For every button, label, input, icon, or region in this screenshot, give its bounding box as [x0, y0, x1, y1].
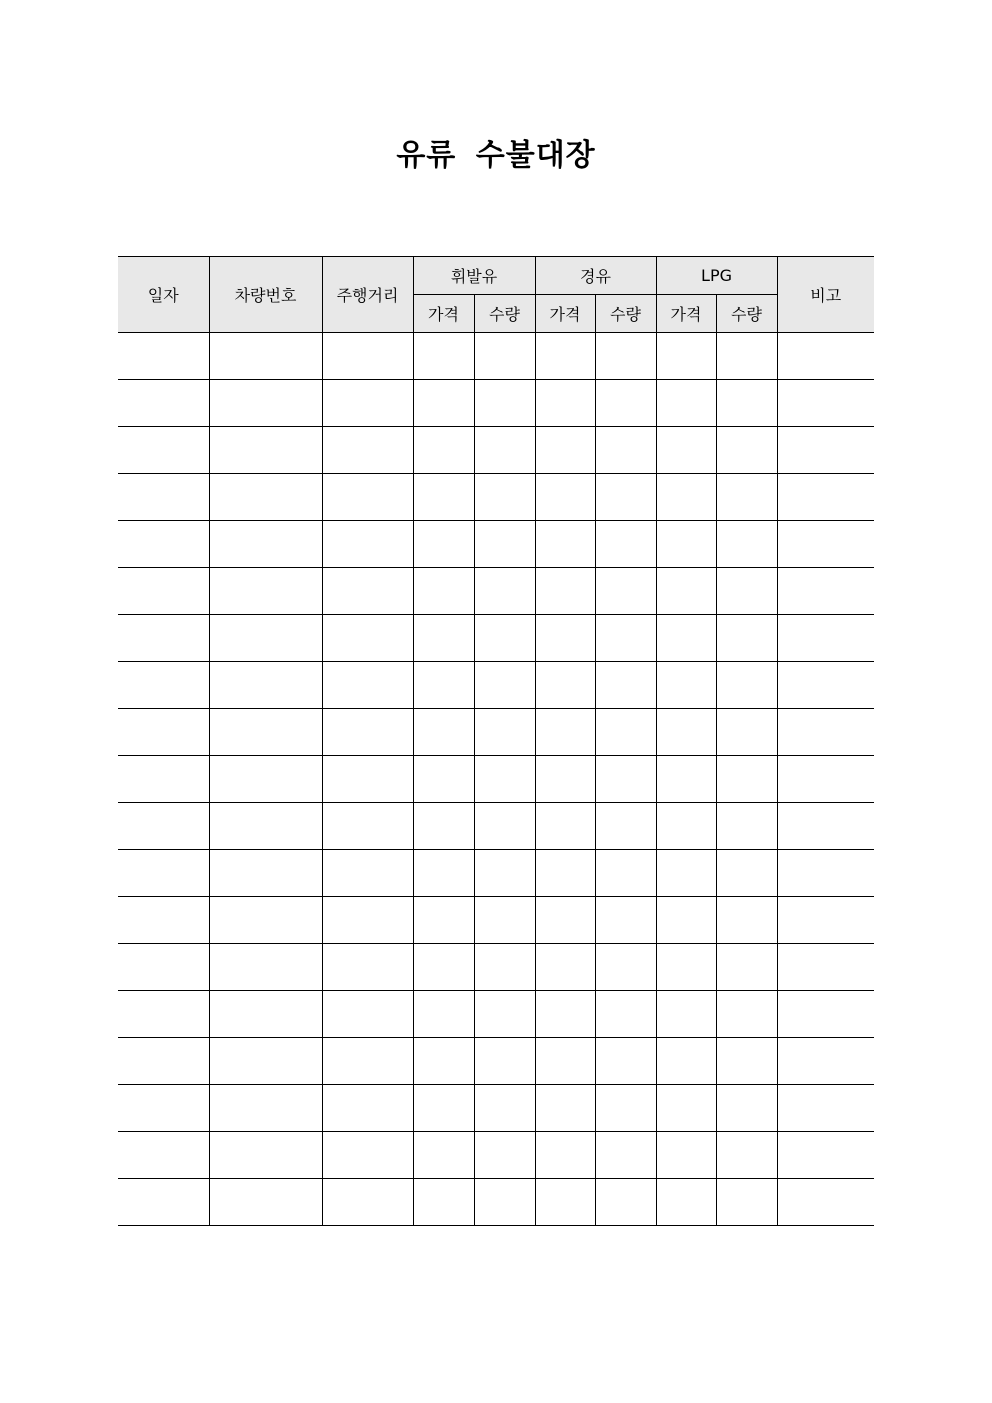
lpg-quantity-cell[interactable]	[716, 474, 777, 521]
diesel-price-cell[interactable]	[535, 850, 595, 897]
remarks-cell[interactable]	[777, 897, 874, 944]
date-cell[interactable]	[118, 662, 209, 709]
date-cell[interactable]	[118, 850, 209, 897]
diesel-quantity-cell[interactable]	[595, 1179, 656, 1226]
gasoline-quantity-cell[interactable]	[474, 803, 535, 850]
gasoline-price-cell[interactable]	[413, 333, 474, 380]
table-row	[118, 380, 874, 427]
header-date: 일자	[118, 257, 209, 333]
header-remarks: 비고	[777, 257, 874, 333]
lpg-price-cell[interactable]	[656, 662, 716, 709]
vehicle-number-cell[interactable]	[209, 380, 322, 427]
table-row	[118, 803, 874, 850]
mileage-cell[interactable]	[322, 991, 413, 1038]
gasoline-quantity-cell[interactable]	[474, 991, 535, 1038]
date-cell[interactable]	[118, 568, 209, 615]
diesel-quantity-cell[interactable]	[595, 615, 656, 662]
gasoline-quantity-cell[interactable]	[474, 474, 535, 521]
header-row-primary	[118, 257, 874, 295]
gasoline-price-cell[interactable]	[413, 991, 474, 1038]
table-row	[118, 1179, 874, 1226]
lpg-price-cell[interactable]	[656, 521, 716, 568]
header-lpg-quantity: 수량	[716, 295, 777, 333]
diesel-quantity-cell[interactable]	[595, 333, 656, 380]
date-cell[interactable]	[118, 897, 209, 944]
date-cell[interactable]	[118, 1179, 209, 1226]
table-row	[118, 1132, 874, 1179]
diesel-price-cell[interactable]	[535, 1132, 595, 1179]
diesel-quantity-cell[interactable]	[595, 474, 656, 521]
gasoline-quantity-cell[interactable]	[474, 427, 535, 474]
remarks-cell[interactable]	[777, 474, 874, 521]
mileage-cell[interactable]	[322, 427, 413, 474]
gasoline-price-cell[interactable]	[413, 1038, 474, 1085]
lpg-price-cell[interactable]	[656, 803, 716, 850]
gasoline-quantity-cell[interactable]	[474, 709, 535, 756]
diesel-price-cell[interactable]	[535, 521, 595, 568]
table-row	[118, 1038, 874, 1085]
gasoline-quantity-cell[interactable]	[474, 1132, 535, 1179]
vehicle-number-cell[interactable]	[209, 521, 322, 568]
vehicle-number-cell[interactable]	[209, 850, 322, 897]
lpg-price-cell[interactable]	[656, 897, 716, 944]
table-row	[118, 709, 874, 756]
mileage-cell[interactable]	[322, 709, 413, 756]
diesel-price-cell[interactable]	[535, 380, 595, 427]
mileage-cell[interactable]	[322, 380, 413, 427]
diesel-price-cell[interactable]	[535, 991, 595, 1038]
remarks-cell[interactable]	[777, 803, 874, 850]
table-row	[118, 427, 874, 474]
ledger-body	[118, 333, 874, 1226]
mileage-cell[interactable]	[322, 521, 413, 568]
lpg-quantity-cell[interactable]	[716, 427, 777, 474]
diesel-price-cell[interactable]	[535, 615, 595, 662]
gasoline-quantity-cell[interactable]	[474, 756, 535, 803]
gasoline-price-cell[interactable]	[413, 568, 474, 615]
lpg-quantity-cell[interactable]	[716, 1085, 777, 1132]
table-row	[118, 991, 874, 1038]
vehicle-number-cell[interactable]	[209, 709, 322, 756]
lpg-price-cell[interactable]	[656, 380, 716, 427]
diesel-price-cell[interactable]	[535, 756, 595, 803]
diesel-price-cell[interactable]	[535, 1038, 595, 1085]
mileage-cell[interactable]	[322, 662, 413, 709]
table-row	[118, 568, 874, 615]
date-cell[interactable]	[118, 333, 209, 380]
remarks-cell[interactable]	[777, 1038, 874, 1085]
gasoline-price-cell[interactable]	[413, 662, 474, 709]
date-cell[interactable]	[118, 474, 209, 521]
lpg-quantity-cell[interactable]	[716, 756, 777, 803]
lpg-price-cell[interactable]	[656, 991, 716, 1038]
gasoline-price-cell[interactable]	[413, 850, 474, 897]
remarks-cell[interactable]	[777, 568, 874, 615]
lpg-price-cell[interactable]	[656, 427, 716, 474]
mileage-cell[interactable]	[322, 333, 413, 380]
gasoline-quantity-cell[interactable]	[474, 850, 535, 897]
gasoline-quantity-cell[interactable]	[474, 662, 535, 709]
gasoline-price-cell[interactable]	[413, 756, 474, 803]
vehicle-number-cell[interactable]	[209, 474, 322, 521]
date-cell[interactable]	[118, 803, 209, 850]
gasoline-price-cell[interactable]	[413, 474, 474, 521]
diesel-quantity-cell[interactable]	[595, 944, 656, 991]
diesel-quantity-cell[interactable]	[595, 662, 656, 709]
diesel-quantity-cell[interactable]	[595, 568, 656, 615]
lpg-quantity-cell[interactable]	[716, 662, 777, 709]
lpg-price-cell[interactable]	[656, 1179, 716, 1226]
mileage-cell[interactable]	[322, 1085, 413, 1132]
gasoline-price-cell[interactable]	[413, 709, 474, 756]
diesel-price-cell[interactable]	[535, 333, 595, 380]
lpg-quantity-cell[interactable]	[716, 615, 777, 662]
mileage-cell[interactable]	[322, 1179, 413, 1226]
lpg-price-cell[interactable]	[656, 615, 716, 662]
mileage-cell[interactable]	[322, 803, 413, 850]
gasoline-price-cell[interactable]	[413, 1085, 474, 1132]
date-cell[interactable]	[118, 1132, 209, 1179]
diesel-quantity-cell[interactable]	[595, 709, 656, 756]
lpg-price-cell[interactable]	[656, 333, 716, 380]
diesel-quantity-cell[interactable]	[595, 1085, 656, 1132]
table-row	[118, 333, 874, 380]
vehicle-number-cell[interactable]	[209, 662, 322, 709]
header-lpg: LPG	[656, 257, 777, 295]
date-cell[interactable]	[118, 615, 209, 662]
lpg-quantity-cell[interactable]	[716, 944, 777, 991]
date-cell[interactable]	[118, 991, 209, 1038]
lpg-quantity-cell[interactable]	[716, 991, 777, 1038]
mileage-cell[interactable]	[322, 568, 413, 615]
vehicle-number-cell[interactable]	[209, 1179, 322, 1226]
gasoline-price-cell[interactable]	[413, 1179, 474, 1226]
table-row	[118, 944, 874, 991]
table-row	[118, 850, 874, 897]
header-gasoline-price: 가격	[413, 295, 474, 333]
gasoline-price-cell[interactable]	[413, 803, 474, 850]
diesel-price-cell[interactable]	[535, 944, 595, 991]
remarks-cell[interactable]	[777, 615, 874, 662]
gasoline-quantity-cell[interactable]	[474, 615, 535, 662]
table-row	[118, 756, 874, 803]
diesel-price-cell[interactable]	[535, 427, 595, 474]
date-cell[interactable]	[118, 756, 209, 803]
vehicle-number-cell[interactable]	[209, 756, 322, 803]
header-gasoline-quantity: 수량	[474, 295, 535, 333]
diesel-quantity-cell[interactable]	[595, 380, 656, 427]
gasoline-quantity-cell[interactable]	[474, 1038, 535, 1085]
lpg-price-cell[interactable]	[656, 1132, 716, 1179]
remarks-cell[interactable]	[777, 850, 874, 897]
lpg-quantity-cell[interactable]	[716, 380, 777, 427]
date-cell[interactable]	[118, 380, 209, 427]
mileage-cell[interactable]	[322, 1038, 413, 1085]
lpg-quantity-cell[interactable]	[716, 803, 777, 850]
vehicle-number-cell[interactable]	[209, 1085, 322, 1132]
remarks-cell[interactable]	[777, 1132, 874, 1179]
diesel-quantity-cell[interactable]	[595, 1132, 656, 1179]
lpg-quantity-cell[interactable]	[716, 709, 777, 756]
header-gasoline: 휘발유	[413, 257, 535, 295]
mileage-cell[interactable]	[322, 850, 413, 897]
diesel-quantity-cell[interactable]	[595, 1038, 656, 1085]
gasoline-quantity-cell[interactable]	[474, 568, 535, 615]
date-cell[interactable]	[118, 1038, 209, 1085]
lpg-quantity-cell[interactable]	[716, 568, 777, 615]
date-cell[interactable]	[118, 427, 209, 474]
vehicle-number-cell[interactable]	[209, 615, 322, 662]
mileage-cell[interactable]	[322, 756, 413, 803]
lpg-quantity-cell[interactable]	[716, 1179, 777, 1226]
gasoline-price-cell[interactable]	[413, 521, 474, 568]
lpg-quantity-cell[interactable]	[716, 1038, 777, 1085]
vehicle-number-cell[interactable]	[209, 427, 322, 474]
header-vehicle-number: 차량번호	[209, 257, 322, 333]
vehicle-number-cell[interactable]	[209, 333, 322, 380]
diesel-price-cell[interactable]	[535, 568, 595, 615]
date-cell[interactable]	[118, 709, 209, 756]
vehicle-number-cell[interactable]	[209, 991, 322, 1038]
table-row	[118, 615, 874, 662]
diesel-quantity-cell[interactable]	[595, 521, 656, 568]
header-mileage: 주행거리	[322, 257, 413, 333]
mileage-cell[interactable]	[322, 1132, 413, 1179]
diesel-price-cell[interactable]	[535, 474, 595, 521]
vehicle-number-cell[interactable]	[209, 803, 322, 850]
vehicle-number-cell[interactable]	[209, 1132, 322, 1179]
diesel-quantity-cell[interactable]	[595, 991, 656, 1038]
diesel-price-cell[interactable]	[535, 662, 595, 709]
gasoline-quantity-cell[interactable]	[474, 1085, 535, 1132]
lpg-price-cell[interactable]	[656, 474, 716, 521]
diesel-quantity-cell[interactable]	[595, 850, 656, 897]
table-row	[118, 897, 874, 944]
gasoline-price-cell[interactable]	[413, 1132, 474, 1179]
mileage-cell[interactable]	[322, 944, 413, 991]
gasoline-quantity-cell[interactable]	[474, 1179, 535, 1226]
gasoline-quantity-cell[interactable]	[474, 521, 535, 568]
gasoline-price-cell[interactable]	[413, 897, 474, 944]
diesel-price-cell[interactable]	[535, 1085, 595, 1132]
header-diesel-quantity: 수량	[595, 295, 656, 333]
diesel-quantity-cell[interactable]	[595, 803, 656, 850]
vehicle-number-cell[interactable]	[209, 568, 322, 615]
header-lpg-price: 가격	[656, 295, 716, 333]
table-row	[118, 521, 874, 568]
diesel-price-cell[interactable]	[535, 709, 595, 756]
gasoline-price-cell[interactable]	[413, 944, 474, 991]
remarks-cell[interactable]	[777, 662, 874, 709]
diesel-price-cell[interactable]	[535, 1179, 595, 1226]
date-cell[interactable]	[118, 944, 209, 991]
remarks-cell[interactable]	[777, 1179, 874, 1226]
lpg-price-cell[interactable]	[656, 944, 716, 991]
mileage-cell[interactable]	[322, 897, 413, 944]
diesel-price-cell[interactable]	[535, 897, 595, 944]
page-title: 유류 수불대장	[396, 138, 596, 173]
lpg-quantity-cell[interactable]	[716, 333, 777, 380]
gasoline-price-cell[interactable]	[413, 615, 474, 662]
diesel-quantity-cell[interactable]	[595, 427, 656, 474]
vehicle-number-cell[interactable]	[209, 1038, 322, 1085]
lpg-price-cell[interactable]	[656, 756, 716, 803]
gasoline-quantity-cell[interactable]	[474, 333, 535, 380]
header-diesel: 경유	[535, 257, 656, 295]
table-row	[118, 662, 874, 709]
remarks-cell[interactable]	[777, 521, 874, 568]
fuel-ledger-table	[118, 256, 874, 1226]
header-diesel-price: 가격	[535, 295, 595, 333]
lpg-quantity-cell[interactable]	[716, 521, 777, 568]
gasoline-quantity-cell[interactable]	[474, 944, 535, 991]
remarks-cell[interactable]	[777, 427, 874, 474]
gasoline-price-cell[interactable]	[413, 427, 474, 474]
mileage-cell[interactable]	[322, 474, 413, 521]
remarks-cell[interactable]	[777, 333, 874, 380]
vehicle-number-cell[interactable]	[209, 944, 322, 991]
remarks-cell[interactable]	[777, 1085, 874, 1132]
table-row	[118, 474, 874, 521]
lpg-price-cell[interactable]	[656, 709, 716, 756]
table-row	[118, 1085, 874, 1132]
lpg-price-cell[interactable]	[656, 568, 716, 615]
lpg-price-cell[interactable]	[656, 1038, 716, 1085]
remarks-cell[interactable]	[777, 709, 874, 756]
lpg-quantity-cell[interactable]	[716, 897, 777, 944]
remarks-cell[interactable]	[777, 380, 874, 427]
gasoline-quantity-cell[interactable]	[474, 380, 535, 427]
date-cell[interactable]	[118, 521, 209, 568]
mileage-cell[interactable]	[322, 615, 413, 662]
diesel-quantity-cell[interactable]	[595, 756, 656, 803]
remarks-cell[interactable]	[777, 756, 874, 803]
lpg-price-cell[interactable]	[656, 850, 716, 897]
lpg-price-cell[interactable]	[656, 1085, 716, 1132]
gasoline-quantity-cell[interactable]	[474, 897, 535, 944]
diesel-price-cell[interactable]	[535, 803, 595, 850]
vehicle-number-cell[interactable]	[209, 897, 322, 944]
remarks-cell[interactable]	[777, 944, 874, 991]
date-cell[interactable]	[118, 1085, 209, 1132]
diesel-quantity-cell[interactable]	[595, 897, 656, 944]
lpg-quantity-cell[interactable]	[716, 1132, 777, 1179]
gasoline-price-cell[interactable]	[413, 380, 474, 427]
lpg-quantity-cell[interactable]	[716, 850, 777, 897]
remarks-cell[interactable]	[777, 991, 874, 1038]
